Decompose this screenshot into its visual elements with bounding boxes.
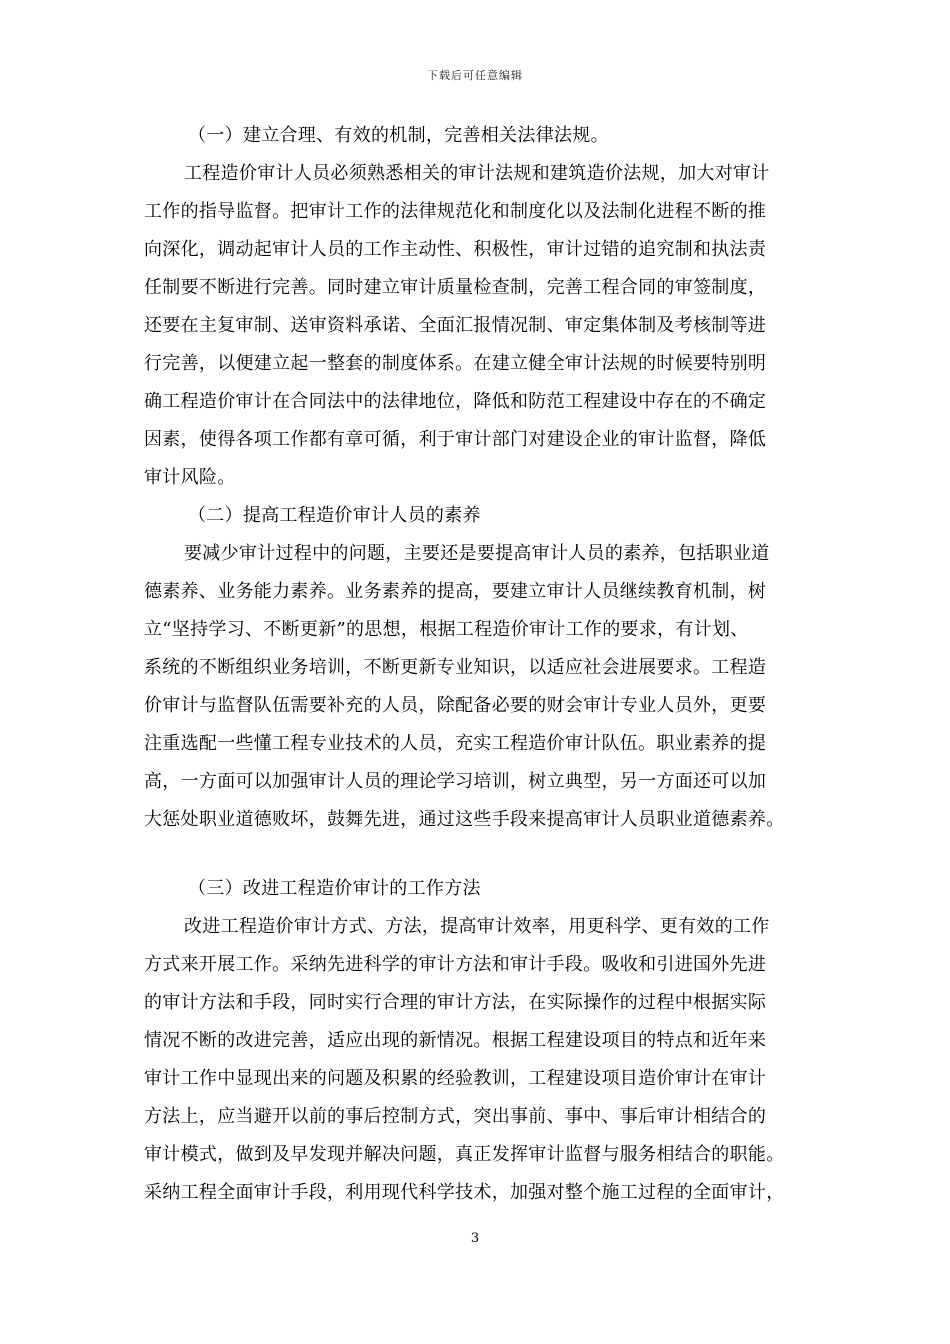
paragraph-line: 注重选配一些懂工程专业技术的人员，充实工程造价审计队伍。职业素养的提 <box>144 733 767 754</box>
section-heading-1: （一）建立合理、有效的机制，完善相关法律法规。 <box>188 125 609 146</box>
paragraph-line: 立“坚持学习、不断更新”的思想，根据工程造价审计工作的要求，有计划、 <box>144 619 749 640</box>
paragraph-line: 向深化，调动起审计人员的工作主动性、积极性，审计过错的追究制和执法责 <box>144 239 767 260</box>
paragraph-line: 大惩处职业道德败坏，鼓舞先进，通过这些手段来提高审计人员职业道德素养。 <box>144 809 785 830</box>
paragraph-line: 采纳工程全面审计手段，利用现代科学技术，加强对整个施工过程的全面审计， <box>144 1182 785 1203</box>
paragraph-line: 审计风险。 <box>144 467 236 488</box>
paragraph-line: 情况不断的改进完善，适应出现的新情况。根据工程建设项目的特点和近年来 <box>144 1030 767 1051</box>
paragraph-line: 改进工程造价审计方式、方法，提高审计效率，用更科学、更有效的工作 <box>184 916 770 937</box>
page-number: 3 <box>470 1231 480 1246</box>
paragraph-line: 价审计与监督队伍需要补充的人员，除配备必要的财会审计专业人员外，更要 <box>144 695 767 716</box>
paragraph-line: 的审计方法和手段，同时实行合理的审计方法，在实际操作的过程中根据实际 <box>144 992 767 1013</box>
paragraph-line: 因素，使得各项工作都有章可循，利于审计部门对建设企业的审计监督，降低 <box>144 429 767 450</box>
paragraph-line: 要减少审计过程中的问题，主要还是要提高审计人员的素养，包括职业道 <box>184 543 770 564</box>
section-heading-3: （三）改进工程造价审计的工作方法 <box>188 878 481 899</box>
paragraph-line: 还要在主复审制、送审资料承诺、全面汇报情况制、审定集体制及考核制等进 <box>144 315 767 336</box>
paragraph-line: 工程造价审计人员必须熟悉相关的审计法规和建筑造价法规，加大对审计 <box>184 163 770 184</box>
paragraph-line: 工作的指导监督。把审计工作的法律规范化和制度化以及法制化进程不断的推 <box>144 201 767 222</box>
header-note: 下载后可任意编辑 <box>427 69 523 82</box>
paragraph-line: 高，一方面可以加强审计人员的理论学习培训，树立典型，另一方面还可以加 <box>144 771 767 792</box>
paragraph-line: 方式来开展工作。采纳先进科学的审计方法和审计手段。吸收和引进国外先进 <box>144 954 767 975</box>
paragraph-line: 系统的不断组织业务培训，不断更新专业知识，以适应社会进展要求。工程造 <box>144 657 767 678</box>
section-heading-2: （二）提高工程造价审计人员的素养 <box>188 505 481 526</box>
paragraph-line: 任制要不断进行完善。同时建立审计质量检查制，完善工程合同的审签制度， <box>144 277 767 298</box>
paragraph-line: 德素养、业务能力素养。业务素养的提高，要建立审计人员继续教育机制，树 <box>144 581 767 602</box>
paragraph-line: 方法上，应当避开以前的事后控制方式，突出事前、事中、事后审计相结合的 <box>144 1106 767 1127</box>
paragraph-line: 行完善，以便建立起一整套的制度体系。在建立健全审计法规的时候要特别明 <box>144 353 767 374</box>
paragraph-line: 审计模式，做到及早发现并解决问题，真正发挥审计监督与服务相结合的职能。 <box>144 1144 785 1165</box>
paragraph-line: 确工程造价审计在合同法中的法律地位，降低和防范工程建设中存在的不确定 <box>144 391 767 412</box>
paragraph-line: 审计工作中显现出来的问题及积累的经验教训，工程建设项目造价审计在审计 <box>144 1068 767 1089</box>
